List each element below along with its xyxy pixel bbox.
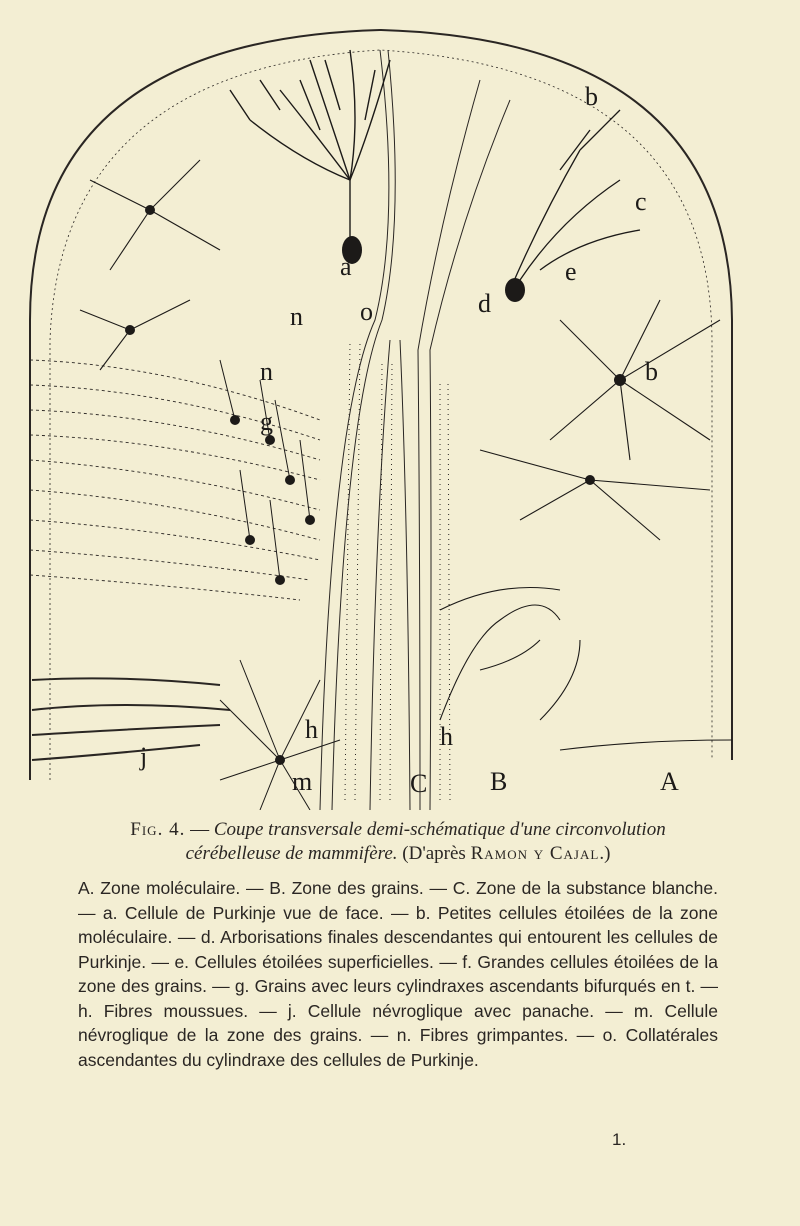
label-j: j: [140, 742, 148, 771]
label-d: d: [478, 289, 491, 318]
label-g: g: [260, 407, 273, 436]
label-zone-c: C: [410, 769, 428, 798]
cerebellum-illustration: [20, 20, 740, 810]
label-m: m: [292, 767, 313, 796]
caption-title-line2: cérébelleuse de mammifère.: [185, 843, 398, 864]
label-c-small: c: [635, 187, 647, 216]
figure-legend: A. Zone moléculaire. — B. Zone des grains. — C. Zone de la substance blanche. — a. Cellule de Purkinje vue de face. — b. Petites cellules étoilées de la zone moléculaire. — d. Arborisations finales descendantes qui entourent les cellules de Purkinje. — e. Cellules étoilées superficielles. — f. Grandes cellules étoilées de la zone des grains. — g. Grains avec leurs cylindraxes ascendants bifurqués en t. — h. Fibres moussues. — j. Cellule névroglique avec panache. — m. Cellule névroglique de la zone des grains. — n. Fibres grimpantes. — o. Collatérales ascendantes du cylindraxe des cellules de Purkinje.: [78, 878, 718, 1070]
label-zone-a: A: [660, 767, 679, 796]
label-b-upper: b: [585, 82, 598, 111]
label-e: e: [565, 257, 577, 286]
figure-caption: [78, 818, 718, 866]
label-n-lower: n: [260, 357, 273, 386]
label-n-upper: n: [290, 302, 303, 331]
caption-source-suffix: .): [599, 843, 611, 864]
figure-number: Fig. 4.: [130, 819, 186, 840]
label-o: o: [360, 297, 373, 326]
label-zone-b: B: [490, 767, 508, 796]
label-b-right: b: [645, 357, 658, 386]
caption-title-line1: Coupe transversale demi-schématique d'une circonvolution: [213, 819, 666, 840]
label-h-right: h: [440, 722, 453, 751]
page-number: 1.: [612, 1130, 627, 1149]
caption-dash: —: [185, 819, 214, 840]
label-h-left: h: [305, 715, 318, 744]
label-a: a: [340, 252, 352, 281]
caption-source-prefix: (D'après: [397, 843, 471, 864]
caption-source-name: Ramon y Cajal: [470, 843, 600, 864]
